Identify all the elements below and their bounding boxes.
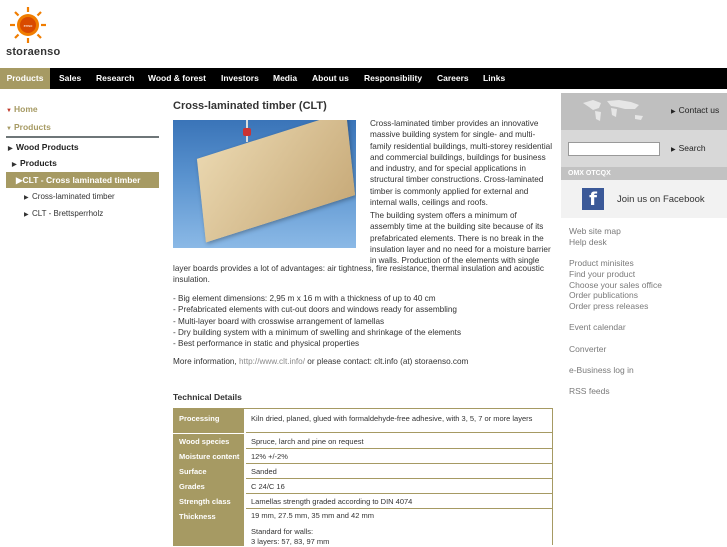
- brand-name: storaenso: [6, 46, 61, 58]
- leftnav-clt-active[interactable]: [6, 172, 159, 188]
- table-row: [173, 494, 553, 509]
- storaenso-logo[interactable]: [6, 6, 61, 64]
- row-label: Processing: [173, 409, 244, 433]
- link-product-minisites[interactable]: Product minisites: [569, 258, 634, 268]
- link-ebusiness[interactable]: e-Business log in: [569, 365, 634, 375]
- link-find-product[interactable]: Find your product: [569, 269, 636, 279]
- list-item: - Prefabricated elements with cut-out doors and windows ready for assembling: [173, 305, 457, 315]
- link-order-press-releases[interactable]: Order press releases: [569, 301, 649, 311]
- crane-hook: [243, 128, 251, 136]
- system-line: insulation.: [173, 275, 210, 285]
- leftnav-products-sub-label: Products: [20, 158, 57, 168]
- system-line: layer boards provides a lot of advantages: air tightness, fire resistance, thermal insulation and acoustic: [173, 264, 544, 273]
- table-row: [173, 434, 553, 449]
- table-row: [173, 509, 553, 546]
- row-value: Spruce, larch and pine on request: [246, 434, 553, 449]
- thickness-extra: 3 layers: 57, 83, 97 mm: [251, 537, 330, 546]
- row-value: Lamellas strength graded according to DIN 4074: [246, 494, 553, 509]
- leftnav-products-label: Products: [14, 122, 51, 132]
- intro-line: timber is commonly applied for external and: [370, 186, 529, 196]
- facebook-label: Join us on Facebook: [617, 194, 705, 205]
- row-value: Sanded: [246, 464, 553, 479]
- leftnav-clt-label: CLT - Cross laminated timber: [22, 175, 141, 185]
- row-value: C 24/C 16: [246, 479, 553, 494]
- leftnav-brettsperrholz-label: CLT - Brettsperrholz: [32, 209, 104, 218]
- chevron-right-icon: ▶: [24, 195, 29, 201]
- search-box: [561, 130, 727, 167]
- clt-panel-photo: [173, 120, 356, 248]
- nav-links[interactable]: Links: [483, 73, 506, 83]
- leftnav-products[interactable]: [6, 122, 166, 132]
- technical-details-table: [173, 408, 553, 545]
- sun-logo-icon: [8, 6, 48, 44]
- link-order-publications[interactable]: Order publications: [569, 290, 638, 300]
- system-paragraph-cont: [173, 263, 558, 286]
- search-input[interactable]: [568, 142, 660, 156]
- intro-line: family residential buildings, multi-storey residential: [370, 141, 553, 151]
- row-label: Strength class: [173, 494, 244, 509]
- row-label: Thickness: [173, 509, 244, 546]
- system-paragraph: [370, 210, 555, 266]
- leftnav-wood-products[interactable]: [8, 142, 168, 152]
- leftnav-products-sub[interactable]: [12, 158, 172, 168]
- thickness-extra: Standard for walls:: [251, 527, 314, 536]
- feature-list: [173, 293, 558, 349]
- row-label: Moisture content: [173, 449, 244, 464]
- nav-responsibility[interactable]: Responsibility: [364, 73, 423, 83]
- intro-line: Cross-laminated timber provides an innovative: [370, 119, 539, 128]
- nav-wood-forest[interactable]: Wood & forest: [148, 73, 206, 83]
- leftnav-home[interactable]: [6, 104, 166, 114]
- intro-line: massive building system for single- and multi-: [370, 130, 536, 140]
- contact-us-link[interactable]: [671, 105, 719, 115]
- search-button[interactable]: [671, 143, 706, 153]
- more-info-suffix: or please contact: clt.info (at) storaenso.com: [307, 357, 469, 366]
- row-label: Surface: [173, 464, 244, 479]
- row-value: Kiln dried, planed, glued with formaldehyde-free adhesive, with 3, 5, 7 or more layers: [246, 409, 553, 433]
- nav-careers[interactable]: Careers: [437, 73, 469, 83]
- intro-line: structural timber constructions. Cross-laminated: [370, 175, 544, 185]
- system-line: insulation layer and no need for a moisture barrier: [370, 244, 551, 254]
- list-item: - Best performance in static and physical properties: [173, 339, 360, 349]
- more-info: [173, 356, 558, 367]
- main-nav: [0, 68, 727, 89]
- timber-panel: [197, 120, 355, 243]
- link-converter[interactable]: Converter: [569, 344, 607, 354]
- header: [0, 0, 727, 68]
- system-line: assembly time at the building site because of its: [370, 222, 544, 232]
- facebook-icon: f: [582, 188, 604, 210]
- chevron-right-icon: ▶: [12, 162, 17, 168]
- table-row: [173, 409, 553, 433]
- table-row: [173, 479, 553, 494]
- logo-mark-text: enso: [23, 23, 33, 28]
- list-item: - Multi-layer board with crosswise arrangement of lamellas: [173, 316, 385, 326]
- stock-ticker[interactable]: [561, 167, 727, 180]
- nav-research[interactable]: Research: [96, 73, 135, 83]
- intro-line: and commercial buildings, buildings for business: [370, 152, 546, 162]
- link-rss-feeds[interactable]: RSS feeds: [569, 386, 610, 396]
- page-title: Cross-laminated timber (CLT): [173, 100, 327, 112]
- nav-investors[interactable]: Investors: [221, 73, 259, 83]
- row-value: [246, 509, 553, 546]
- nav-sales[interactable]: Sales: [59, 73, 82, 83]
- link-site-map[interactable]: Web site map: [569, 226, 621, 236]
- chevron-right-icon: ▶: [671, 109, 676, 115]
- leftnav-cross-laminated-label: Cross-laminated timber: [32, 192, 115, 201]
- chevron-down-icon: ▼: [6, 126, 12, 132]
- chevron-right-icon: ▶: [671, 147, 676, 153]
- chevron-down-icon: ▼: [6, 108, 12, 114]
- contact-us-label: Contact us: [678, 105, 720, 115]
- table-row: [173, 464, 553, 479]
- technical-details-heading: Technical Details: [173, 392, 242, 402]
- system-line: in walls. Production of the elements with single: [370, 256, 540, 266]
- system-line: The building system offers a minimum of: [370, 211, 517, 220]
- row-label: Wood species: [173, 434, 244, 449]
- chevron-right-icon: ▶: [16, 175, 23, 185]
- chevron-right-icon: ▶: [24, 212, 29, 218]
- facebook-banner[interactable]: [561, 180, 727, 218]
- table-row: [173, 449, 553, 464]
- chevron-right-icon: ▶: [8, 146, 13, 152]
- row-value: 12% +/-2%: [246, 449, 553, 464]
- list-item: - Big element dimensions: 2,95 m x 16 m with a thickness of up to 40 cm: [173, 294, 436, 303]
- nav-products[interactable]: Products: [0, 68, 50, 89]
- list-item: - Dry building system with a minimum of swelling and shrinkage of the elements: [173, 327, 462, 337]
- nav-about-us[interactable]: About us: [312, 73, 349, 83]
- link-help-desk[interactable]: Help desk: [569, 237, 607, 247]
- leftnav-home-label: Home: [14, 104, 38, 114]
- thickness-value: 19 mm, 27.5 mm, 35 mm and 42 mm: [251, 511, 374, 520]
- row-label: Grades: [173, 479, 244, 494]
- ticker-label: OMX OTCQX: [568, 170, 611, 177]
- intro-paragraph: [370, 118, 555, 208]
- leftnav-divider: [6, 136, 159, 138]
- clt-info-link[interactable]: http://www.clt.info/: [239, 357, 305, 366]
- search-button-label: Search: [678, 143, 706, 153]
- more-info-prefix: More information,: [173, 357, 237, 366]
- system-line: prefabricated elements. There is no break in the: [370, 233, 544, 243]
- link-event-calendar[interactable]: Event calendar: [569, 322, 626, 332]
- leftnav-brettsperrholz[interactable]: [24, 209, 184, 218]
- world-map-banner: [561, 93, 727, 130]
- world-map-icon: [579, 97, 649, 125]
- intro-line: and industry, and for special applications in: [370, 164, 526, 174]
- nav-media[interactable]: Media: [273, 73, 298, 83]
- intro-line: internal walls, ceilings and roofs.: [370, 198, 488, 208]
- leftnav-cross-laminated[interactable]: [24, 192, 184, 201]
- leftnav-wood-products-label: Wood Products: [16, 142, 79, 152]
- link-sales-office[interactable]: Choose your sales office: [569, 280, 662, 290]
